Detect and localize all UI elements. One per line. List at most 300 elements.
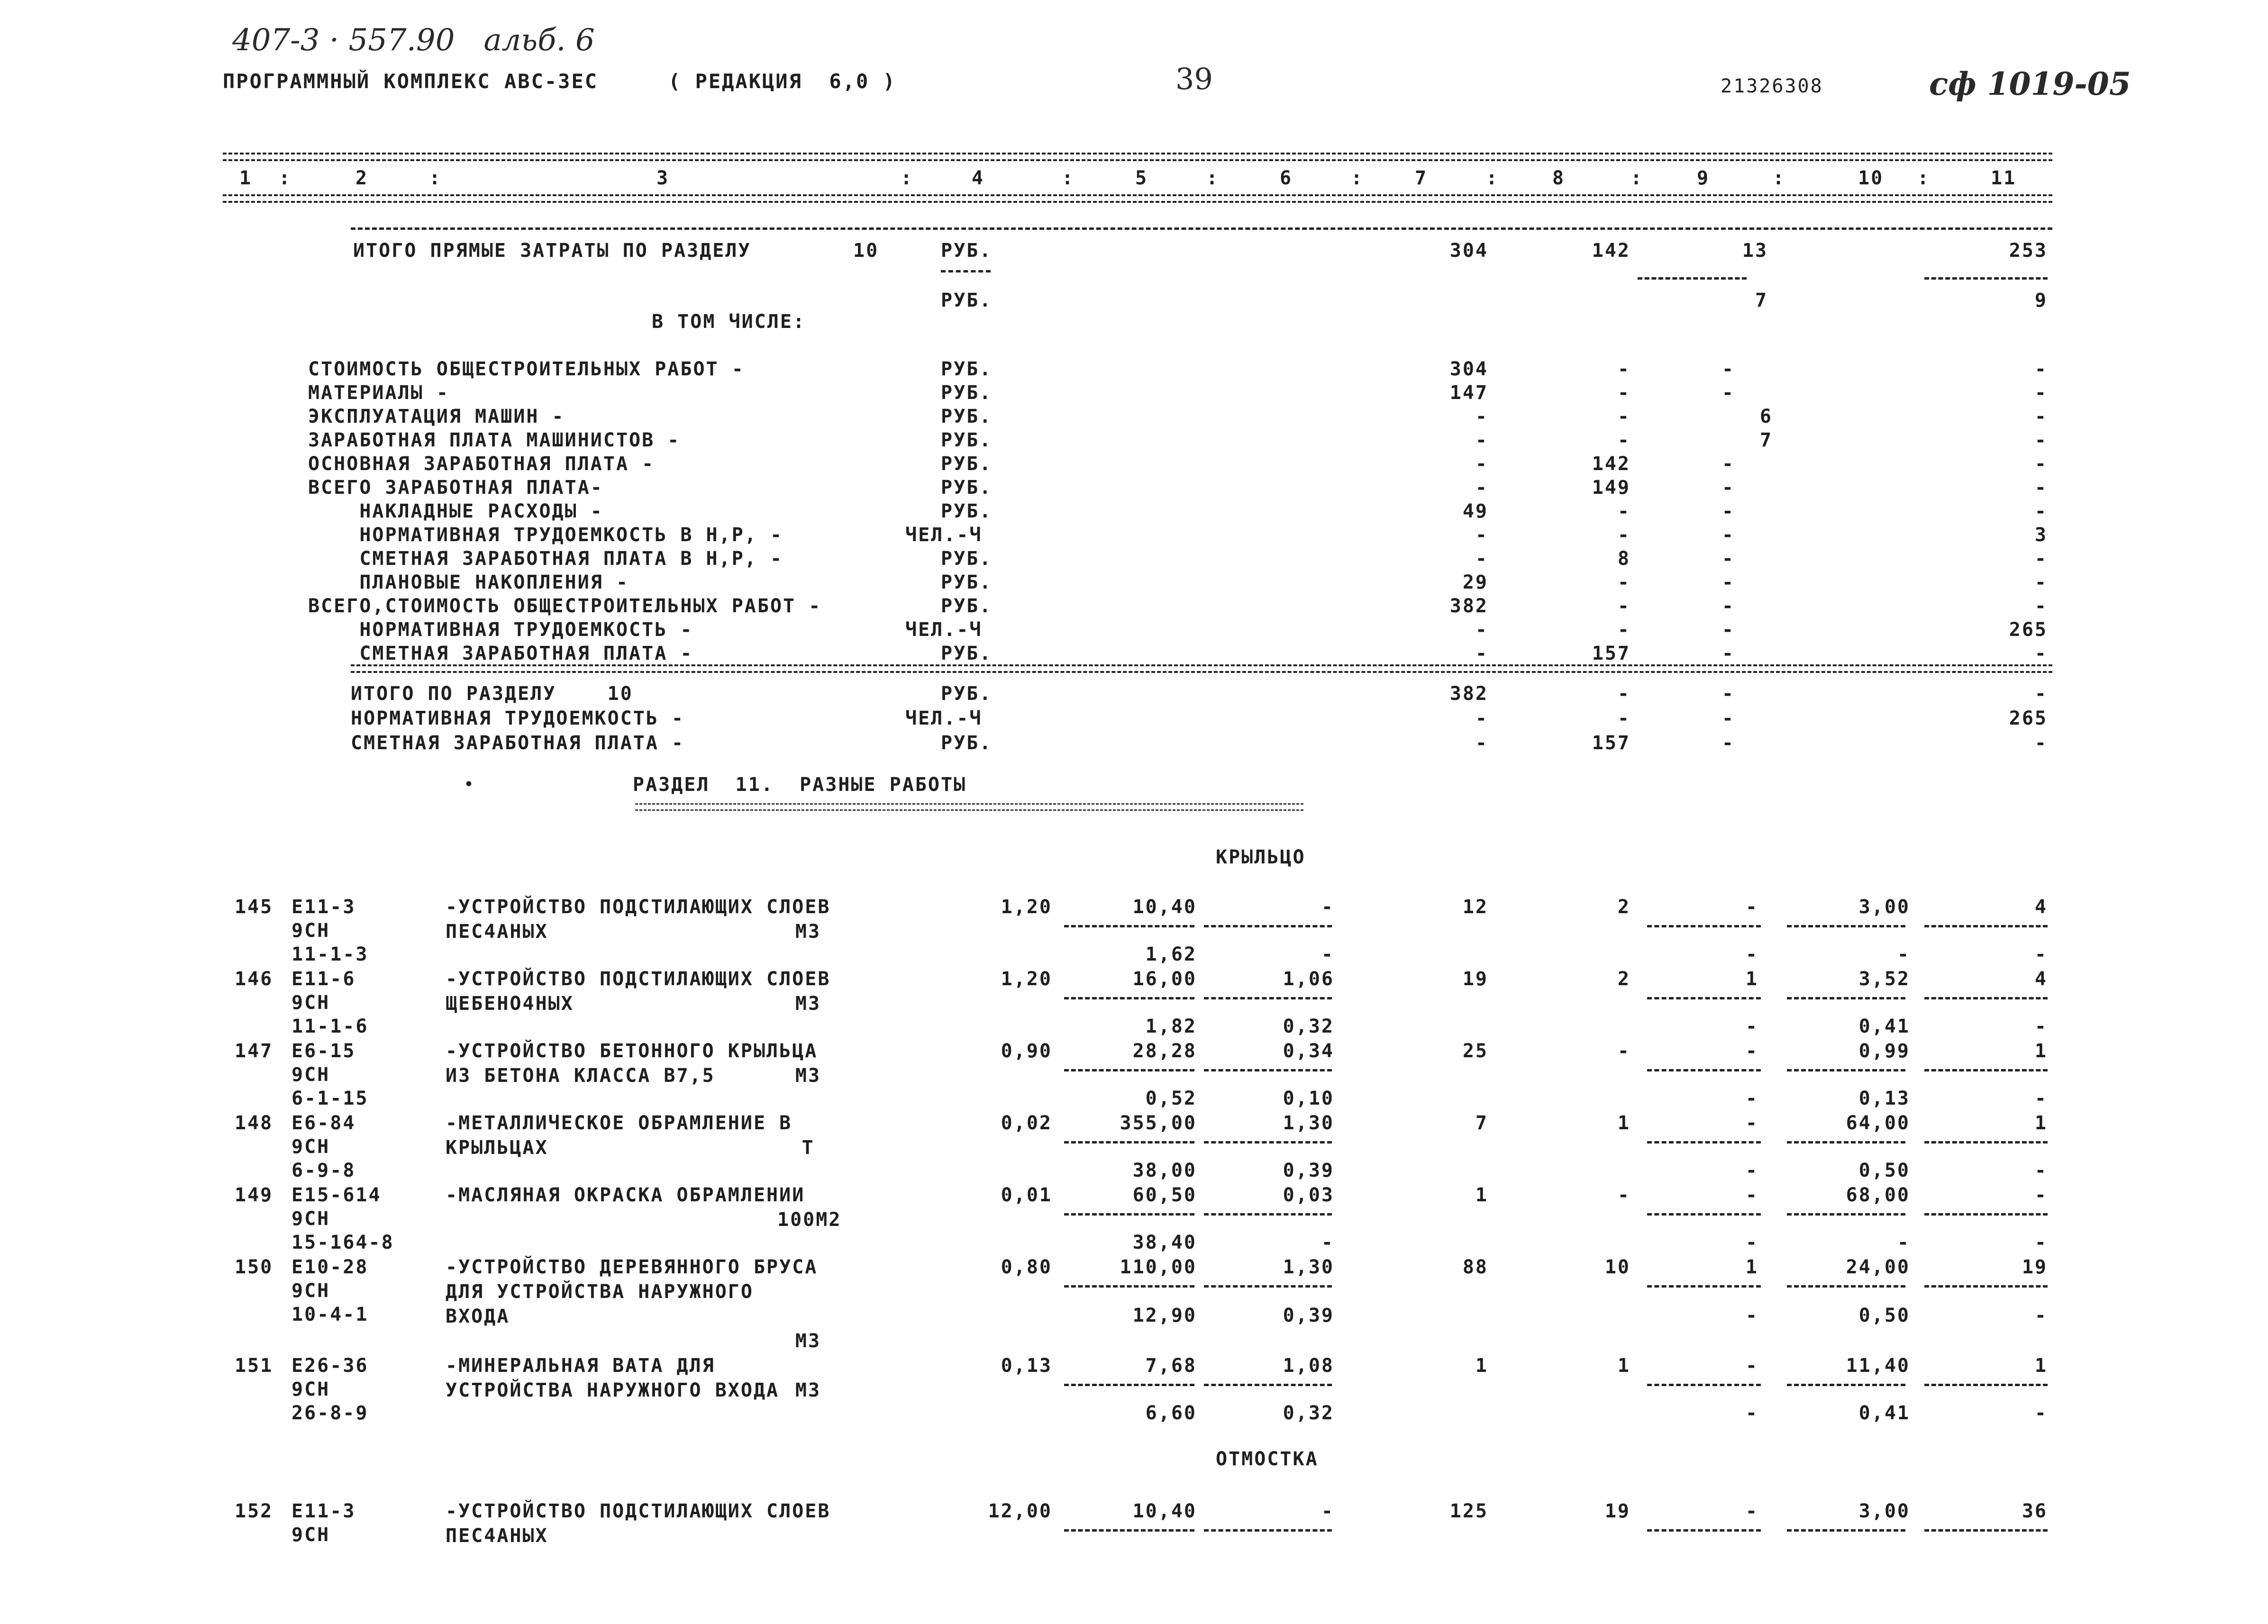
- item-rule: [1064, 1213, 1194, 1216]
- item-description: ВХОДА: [446, 1306, 510, 1327]
- column-separator: :: [1630, 167, 1644, 189]
- breakdown-col7: 304: [1449, 358, 1488, 380]
- breakdown-col7: -: [1475, 524, 1488, 546]
- item-col11: 4: [2034, 896, 2048, 918]
- item-rule: [1647, 1141, 1761, 1143]
- item-base: 9СН: [291, 1064, 330, 1086]
- item-code: Е6-84: [291, 1112, 356, 1134]
- item-quantity: 0,90: [1001, 1040, 1052, 1062]
- item-unit: М3: [795, 1065, 821, 1087]
- total-col7: 382: [1449, 683, 1488, 705]
- total-unit: РУБ.: [941, 683, 993, 705]
- edition-label: ( РЕДАКЦИЯ 6,0 ): [668, 70, 896, 93]
- item-col7: 25: [1462, 1040, 1488, 1062]
- page-number: 39: [1175, 62, 1213, 96]
- item-number: 147: [235, 1040, 273, 1062]
- total-unit: ЧЕЛ.-Ч: [905, 708, 983, 729]
- breakdown-label: ЭКСПЛУАТАЦИЯ МАШИН -: [308, 406, 565, 427]
- breakdown-unit: РУБ.: [941, 453, 993, 475]
- item-code: Е6-15: [291, 1040, 356, 1062]
- breakdown-col9: -: [1721, 643, 1735, 664]
- item-rule: [1787, 1285, 1905, 1288]
- column-number-8: 8: [1552, 167, 1566, 189]
- breakdown-label: СТОИМОСТЬ ОБЩЕСТРОИТЕЛЬНЫХ РАБОТ -: [308, 358, 745, 380]
- item-rule: [1064, 1141, 1194, 1143]
- item-rule: [1064, 1529, 1194, 1532]
- direct-costs-unit-2: РУБ.: [941, 290, 993, 311]
- item-description: ПЕС4АНЫХ: [446, 1525, 548, 1547]
- item-machine-price: 0,34: [1283, 1040, 1334, 1062]
- item-col10: 24,00: [1846, 1256, 1910, 1278]
- breakdown-col9: -: [1721, 477, 1735, 499]
- item-col10: 3,00: [1858, 1500, 1910, 1522]
- breakdown-col8: 142: [1592, 453, 1630, 475]
- total-col9: -: [1721, 732, 1735, 754]
- breakdown-unit: РУБ.: [941, 477, 993, 499]
- item-rule: [1924, 1384, 2048, 1386]
- item-col10-sub: 0,50: [1858, 1305, 1910, 1326]
- item-rule: [1064, 925, 1194, 927]
- column-number-4: 4: [972, 167, 985, 189]
- item-col10-sub: 0,50: [1858, 1160, 1910, 1181]
- item-rule: [1204, 1529, 1332, 1532]
- item-col9-sub: -: [1745, 1088, 1758, 1109]
- breakdown-col7: -: [1475, 406, 1488, 427]
- item-col8: -: [1617, 1040, 1630, 1062]
- breakdown-col9: -: [1721, 382, 1735, 404]
- breakdown-label: ЗАРАБОТНАЯ ПЛАТА МАШИНИСТОВ -: [308, 429, 681, 451]
- breakdown-col11: -: [2034, 429, 2048, 451]
- item-col9: -: [1745, 1040, 1758, 1062]
- breakdown-unit: ЧЕЛ.-Ч: [905, 619, 983, 641]
- item-col11: 1: [2034, 1112, 2048, 1134]
- breakdown-col8: 8: [1617, 548, 1630, 570]
- header-rule-top: [223, 153, 2052, 161]
- item-base: 9СН: [291, 1379, 330, 1400]
- total-col11: 265: [2009, 708, 2048, 729]
- item-machine-price: -: [1321, 1500, 1334, 1522]
- breakdown-col8: -: [1617, 358, 1630, 380]
- breakdown-col9: -: [1721, 500, 1735, 522]
- total-col7: -: [1475, 708, 1488, 729]
- item-number: 148: [235, 1112, 273, 1134]
- item-machine-price: -: [1321, 896, 1334, 918]
- item-description: -МАСЛЯНАЯ ОКРАСКА ОБРАМЛЕНИИ: [446, 1184, 805, 1206]
- breakdown-unit: РУБ.: [941, 643, 993, 664]
- breakdown-col8: -: [1617, 524, 1630, 546]
- column-number-6: 6: [1280, 167, 1293, 189]
- column-number-11: 11: [1991, 167, 2017, 189]
- total-unit: РУБ.: [941, 732, 993, 754]
- handwritten-reference: 407-3 · 557.90 альб. 6: [232, 23, 595, 58]
- item-rule: [1647, 1384, 1761, 1386]
- item-reference: 26-8-9: [291, 1402, 369, 1424]
- total-col8: 157: [1592, 732, 1630, 754]
- breakdown-col7: 49: [1462, 500, 1488, 522]
- item-base: 9СН: [291, 1280, 330, 1302]
- item-description: ДЛЯ УСТРОЙСТВА НАРУЖНОГО: [446, 1281, 754, 1303]
- item-rule: [1787, 1141, 1905, 1143]
- total-col8: -: [1617, 708, 1630, 729]
- item-reference: 6-1-15: [291, 1088, 369, 1109]
- direct-costs-col11-2: 9: [2034, 290, 2048, 311]
- bullet-mark: •: [465, 776, 475, 793]
- breakdown-col10: 6: [1759, 406, 1773, 427]
- item-col7: 7: [1475, 1112, 1488, 1134]
- item-machinist-wage: -: [1321, 944, 1334, 965]
- item-col8: 1: [1617, 1355, 1630, 1377]
- item-rule: [1787, 1213, 1905, 1216]
- breakdown-col11: -: [2034, 453, 2048, 475]
- breakdown-col11: 265: [2009, 619, 2048, 641]
- document-code: 21326308: [1721, 75, 1823, 97]
- item-code: Е11-3: [291, 1500, 356, 1522]
- column-number-10: 10: [1858, 167, 1884, 189]
- item-machinist-wage: 0,32: [1283, 1402, 1334, 1424]
- item-col11-sub: -: [2034, 1088, 2048, 1109]
- item-col11-sub: -: [2034, 1160, 2048, 1181]
- total-col7: -: [1475, 732, 1488, 754]
- breakdown-col8: 149: [1592, 477, 1630, 499]
- item-wage: 6,60: [1145, 1402, 1197, 1424]
- item-wage: 38,40: [1132, 1232, 1197, 1253]
- item-col9: -: [1745, 1112, 1758, 1134]
- breakdown-col11: -: [2034, 477, 2048, 499]
- item-col9: 1: [1745, 1256, 1758, 1278]
- item-rule: [1064, 1285, 1194, 1288]
- breakdown-col9: -: [1721, 619, 1735, 641]
- breakdown-col9: -: [1721, 595, 1735, 617]
- item-description: УСТРОЙСТВА НАРУЖНОГО ВХОДА: [446, 1379, 780, 1401]
- item-col11: 4: [2034, 968, 2048, 990]
- item-machine-price: 0,03: [1283, 1184, 1334, 1206]
- item-quantity: 1,20: [1001, 968, 1052, 990]
- section11-underline: [635, 803, 1303, 811]
- breakdown-unit: РУБ.: [941, 500, 993, 522]
- item-unit: М3: [795, 1379, 821, 1401]
- item-number: 149: [235, 1184, 273, 1206]
- breakdown-col7: -: [1475, 548, 1488, 570]
- item-rule: [1787, 997, 1905, 999]
- rule: [941, 270, 991, 272]
- breakdown-label: НОРМАТИВНАЯ ТРУДОЕМКОСТЬ В Н,Р, -: [308, 524, 783, 546]
- item-reference: 10-4-1: [291, 1304, 369, 1325]
- item-col9-sub: -: [1745, 944, 1758, 965]
- item-rule: [1064, 997, 1194, 999]
- breakdown-label: СМЕТНАЯ ЗАРАБОТНАЯ ПЛАТА В Н,Р, -: [308, 548, 783, 570]
- item-col7: 19: [1462, 968, 1488, 990]
- item-col11: 1: [2034, 1355, 2048, 1377]
- item-col9: -: [1745, 1355, 1758, 1377]
- item-price: 110,00: [1120, 1256, 1197, 1278]
- item-wage: 1,62: [1145, 944, 1197, 965]
- breakdown-col7: -: [1475, 429, 1488, 451]
- item-col8: -: [1617, 1184, 1630, 1206]
- item-code: Е26-36: [291, 1355, 369, 1377]
- direct-costs-col9: 13: [1742, 240, 1768, 262]
- item-quantity: 0,13: [1001, 1355, 1052, 1377]
- total-label: ИТОГО ПО РАЗДЕЛУ 10: [351, 683, 633, 705]
- item-col9: 1: [1745, 968, 1758, 990]
- item-col10-sub: 0,13: [1858, 1088, 1910, 1109]
- item-rule: [1204, 1069, 1332, 1071]
- item-description: ИЗ БЕТОНА КЛАССА В7,5: [446, 1065, 715, 1087]
- column-number-3: 3: [656, 167, 670, 189]
- item-number: 152: [235, 1500, 273, 1522]
- item-code: Е11-3: [291, 896, 356, 918]
- item-description: -МИНЕРАЛЬНАЯ ВАТА ДЛЯ: [446, 1355, 715, 1377]
- item-col9: -: [1745, 896, 1758, 918]
- item-wage: 1,82: [1145, 1016, 1197, 1037]
- column-separator: :: [429, 167, 442, 189]
- breakdown-col11: -: [2034, 500, 2048, 522]
- item-machinist-wage: 0,39: [1283, 1160, 1334, 1181]
- item-rule: [1787, 1069, 1905, 1071]
- item-rule: [1924, 1069, 2048, 1071]
- item-rule: [1064, 1069, 1194, 1071]
- direct-costs-col11: 253: [2009, 240, 2048, 262]
- item-col11-sub: -: [2034, 944, 2048, 965]
- breakdown-unit: РУБ.: [941, 382, 993, 404]
- item-quantity: 0,02: [1001, 1112, 1052, 1134]
- item-col10: 3,52: [1858, 968, 1910, 990]
- breakdown-unit: РУБ.: [941, 595, 993, 617]
- item-col11: 1: [2034, 1040, 2048, 1062]
- breakdown-unit: РУБ.: [941, 406, 993, 427]
- header-rule-bottom: [223, 194, 2052, 203]
- total-col8: -: [1617, 683, 1630, 705]
- breakdown-col8: -: [1617, 429, 1630, 451]
- item-rule: [1787, 1384, 1905, 1386]
- item-reference: 15-164-8: [291, 1232, 394, 1253]
- item-rule: [1204, 925, 1332, 927]
- section-total-rule: [351, 664, 2052, 673]
- item-description: ЩЕБЕНО4НЫХ: [446, 993, 574, 1015]
- item-col8: 2: [1617, 896, 1630, 918]
- item-code: Е10-28: [291, 1256, 369, 1278]
- column-separator: :: [1773, 167, 1786, 189]
- item-col10: 11,40: [1846, 1355, 1910, 1377]
- item-base: 9СН: [291, 992, 330, 1014]
- item-rule: [1204, 1141, 1332, 1143]
- item-unit: М3: [795, 993, 821, 1015]
- item-unit: Т: [802, 1137, 815, 1159]
- breakdown-label: МАТЕРИАЛЫ -: [308, 382, 449, 404]
- column-number-2: 2: [355, 167, 369, 189]
- including-label: В ТОМ ЧИСЛЕ:: [652, 311, 806, 333]
- breakdown-unit: ЧЕЛ.-Ч: [905, 524, 983, 546]
- column-separator: :: [1206, 167, 1220, 189]
- item-col10-sub: 0,41: [1858, 1402, 1910, 1424]
- item-price: 28,28: [1132, 1040, 1197, 1062]
- item-quantity: 12,00: [988, 1500, 1052, 1522]
- item-col9: -: [1745, 1500, 1758, 1522]
- column-separator: :: [1917, 167, 1931, 189]
- item-description: -МЕТАЛЛИЧЕСКОЕ ОБРАМЛЕНИЕ В: [446, 1112, 792, 1134]
- breakdown-col7: -: [1475, 619, 1488, 641]
- item-wage: 12,90: [1132, 1305, 1197, 1326]
- breakdown-col9: -: [1721, 358, 1735, 380]
- item-col10: 68,00: [1846, 1184, 1910, 1206]
- breakdown-col8: -: [1617, 619, 1630, 641]
- item-price: 16,00: [1132, 968, 1197, 990]
- direct-costs-unit: РУБ.: [941, 240, 993, 262]
- breakdown-col8: -: [1617, 406, 1630, 427]
- item-col9-sub: -: [1745, 1160, 1758, 1181]
- item-rule: [1064, 1384, 1194, 1386]
- breakdown-col8: 157: [1592, 643, 1630, 664]
- item-reference: 11-1-6: [291, 1016, 369, 1037]
- rule: [1924, 277, 2048, 280]
- item-machinist-wage: 0,39: [1283, 1305, 1334, 1326]
- item-col11: 36: [2022, 1500, 2048, 1522]
- item-col10-sub: -: [1897, 944, 1910, 965]
- breakdown-label: НОРМАТИВНАЯ ТРУДОЕМКОСТЬ -: [308, 619, 693, 641]
- breakdown-unit: РУБ.: [941, 572, 993, 593]
- item-description: -УСТРОЙСТВО БЕТОННОГО КРЫЛЬЦА: [446, 1040, 818, 1062]
- item-col9-sub: -: [1745, 1305, 1758, 1326]
- item-unit: М3: [795, 921, 821, 943]
- breakdown-col11: -: [2034, 595, 2048, 617]
- item-col11-sub: -: [2034, 1016, 2048, 1037]
- item-quantity: 0,80: [1001, 1256, 1052, 1278]
- item-quantity: 1,20: [1001, 896, 1052, 918]
- breakdown-col8: -: [1617, 382, 1630, 404]
- item-description: -УСТРОЙСТВО ПОДСТИЛАЮЩИХ СЛОЕВ: [446, 1500, 831, 1522]
- item-wage: 0,52: [1145, 1088, 1197, 1109]
- breakdown-label: ВСЕГО,СТОИМОСТЬ ОБЩЕСТРОИТЕЛЬНЫХ РАБОТ -: [308, 595, 822, 617]
- total-col9: -: [1721, 708, 1735, 729]
- item-machine-price: 1,08: [1283, 1355, 1334, 1377]
- breakdown-col7: 147: [1449, 382, 1488, 404]
- breakdown-col11: 3: [2034, 524, 2048, 546]
- item-reference: 6-9-8: [291, 1160, 356, 1181]
- item-col11-sub: -: [2034, 1232, 2048, 1253]
- item-description: -УСТРОЙСТВО ПОДСТИЛАЮЩИХ СЛОЕВ: [446, 968, 831, 990]
- breakdown-col7: 382: [1449, 595, 1488, 617]
- column-number-7: 7: [1415, 167, 1428, 189]
- breakdown-col8: -: [1617, 500, 1630, 522]
- item-quantity: 0,01: [1001, 1184, 1052, 1206]
- column-separator: :: [1351, 167, 1364, 189]
- breakdown-col9: -: [1721, 572, 1735, 593]
- breakdown-col7: -: [1475, 477, 1488, 499]
- item-price: 10,40: [1132, 896, 1197, 918]
- item-number: 151: [235, 1355, 273, 1377]
- item-base: 9СН: [291, 1524, 330, 1546]
- item-rule: [1924, 925, 2048, 927]
- item-col9-sub: -: [1745, 1402, 1758, 1424]
- item-rule: [1647, 1213, 1761, 1216]
- direct-costs-section: 10: [853, 240, 879, 262]
- item-number: 146: [235, 968, 273, 990]
- item-col7: 88: [1462, 1256, 1488, 1278]
- breakdown-label: НАКЛАДНЫЕ РАСХОДЫ -: [308, 500, 603, 522]
- item-description: КРЫЛЬЦАХ: [446, 1137, 548, 1159]
- item-rule: [1924, 1285, 2048, 1288]
- section11-title: РАЗДЕЛ 11. РАЗНЫЕ РАБОТЫ: [633, 774, 967, 796]
- breakdown-col9: -: [1721, 453, 1735, 475]
- item-col7: 12: [1462, 896, 1488, 918]
- item-price: 7,68: [1145, 1355, 1197, 1377]
- column-number-5: 5: [1135, 167, 1148, 189]
- item-machine-price: 1,30: [1283, 1112, 1334, 1134]
- breakdown-col11: -: [2034, 548, 2048, 570]
- item-col7: 125: [1449, 1500, 1488, 1522]
- total-label: СМЕТНАЯ ЗАРАБОТНАЯ ПЛАТА -: [351, 732, 685, 754]
- item-price: 355,00: [1120, 1112, 1197, 1134]
- item-machine-price: 1,06: [1283, 968, 1334, 990]
- item-col10: 64,00: [1846, 1112, 1910, 1134]
- item-col9-sub: -: [1745, 1016, 1758, 1037]
- item-description: -УСТРОЙСТВО ПОДСТИЛАЮЩИХ СЛОЕВ: [446, 896, 831, 918]
- item-machinist-wage: 0,32: [1283, 1016, 1334, 1037]
- item-col7: 1: [1475, 1184, 1488, 1206]
- item-code: Е11-6: [291, 968, 356, 990]
- breakdown-col7: -: [1475, 453, 1488, 475]
- item-rule: [1924, 997, 2048, 999]
- item-col11-sub: -: [2034, 1402, 2048, 1424]
- item-price: 60,50: [1132, 1184, 1197, 1206]
- breakdown-col11: -: [2034, 406, 2048, 427]
- item-rule: [1647, 1529, 1761, 1532]
- item-rule: [1204, 997, 1332, 999]
- item-col8: 19: [1604, 1500, 1630, 1522]
- item-col8: 1: [1617, 1112, 1630, 1134]
- column-separator: :: [901, 167, 914, 189]
- item-machinist-wage: -: [1321, 1232, 1334, 1253]
- subsection-blind-area: ОТМОСТКА: [1216, 1448, 1319, 1470]
- item-machine-price: 1,30: [1283, 1256, 1334, 1278]
- item-description: ПЕС4АНЫХ: [446, 921, 548, 943]
- item-base: 9СН: [291, 1136, 330, 1158]
- item-rule: [1787, 1529, 1905, 1532]
- item-number: 150: [235, 1256, 273, 1278]
- breakdown-col11: -: [2034, 643, 2048, 664]
- breakdown-col11: -: [2034, 358, 2048, 380]
- handwritten-code: сф 1019-05: [1929, 65, 2131, 102]
- item-col8: 2: [1617, 968, 1630, 990]
- item-col10: 0,99: [1858, 1040, 1910, 1062]
- direct-costs-col8: 142: [1592, 240, 1630, 262]
- item-rule: [1924, 1213, 2048, 1216]
- column-separator: :: [1486, 167, 1499, 189]
- item-reference: 11-1-3: [291, 944, 369, 965]
- item-unit: 100М2: [777, 1209, 842, 1231]
- column-number-9: 9: [1697, 167, 1710, 189]
- breakdown-col8: -: [1617, 572, 1630, 593]
- item-rule: [1204, 1213, 1332, 1216]
- breakdown-col11: -: [2034, 382, 2048, 404]
- item-rule: [1647, 925, 1761, 927]
- total-col11: -: [2034, 732, 2048, 754]
- item-rule: [1924, 1141, 2048, 1143]
- item-col11: -: [2034, 1184, 2048, 1206]
- direct-costs-col9-2: 7: [1755, 290, 1768, 311]
- total-label: НОРМАТИВНАЯ ТРУДОЕМКОСТЬ -: [351, 708, 685, 729]
- item-rule: [1924, 1529, 2048, 1532]
- breakdown-col8: -: [1617, 595, 1630, 617]
- item-rule: [1647, 997, 1761, 999]
- breakdown-col9: -: [1721, 524, 1735, 546]
- breakdown-label: ВСЕГО ЗАРАБОТНАЯ ПЛАТА-: [308, 477, 603, 499]
- breakdown-col11: -: [2034, 572, 2048, 593]
- rule: [351, 227, 2052, 230]
- rule: [1638, 277, 1747, 280]
- item-description: -УСТРОЙСТВО ДЕРЕВЯННОГО БРУСА: [446, 1256, 818, 1278]
- breakdown-label: СМЕТНАЯ ЗАРАБОТНАЯ ПЛАТА -: [308, 643, 693, 664]
- item-price: 10,40: [1132, 1500, 1197, 1522]
